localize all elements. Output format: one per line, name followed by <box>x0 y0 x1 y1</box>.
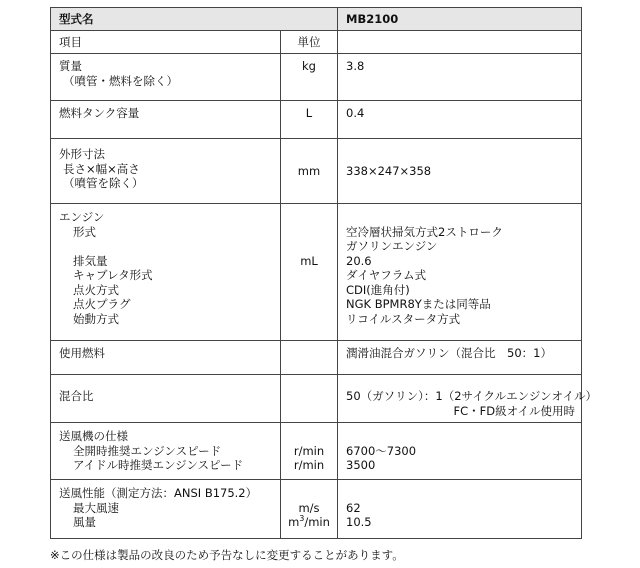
blower-unit-cell <box>281 423 338 480</box>
spec-table <box>50 7 597 539</box>
mix-label-cell <box>51 375 281 423</box>
blower-full-value: 6700～7300 <box>346 443 417 458</box>
model-name: MB2100 <box>346 11 399 26</box>
mass-label: 質量 <box>59 59 82 73</box>
engine-ign-label: 点火方式 <box>73 282 119 297</box>
engine-value-cell <box>338 204 582 341</box>
perf-vol-label: 風量 <box>73 515 96 529</box>
fuel-value-cell <box>338 341 582 375</box>
row-fuel <box>51 341 582 375</box>
unit-header: 単位 <box>297 34 321 49</box>
engine-type-value2: ガソリンエンジン <box>346 239 438 253</box>
blower-label-cell <box>51 423 281 480</box>
row-blower <box>51 423 582 480</box>
dims-label: 外形寸法 <box>59 147 105 161</box>
item-header: 項目 <box>59 34 82 49</box>
blower-idle-label: アイドル時推奨エンジンスピード <box>73 458 244 472</box>
row-mass <box>51 54 582 101</box>
fuel-label: 使用燃料 <box>59 346 105 360</box>
fuel-value: 潤滑油混合ガソリン（混合比 50：1） <box>346 346 552 360</box>
perf-speed-value: 62 <box>346 500 361 515</box>
dims-unit-cell <box>281 139 338 204</box>
mass-value-cell <box>338 54 582 101</box>
fuel-unit-cell <box>281 341 338 375</box>
perf-label: 送風性能（測定方法：ANSI B175.2） <box>59 486 258 500</box>
blower-value-cell <box>338 423 582 480</box>
row-tank <box>51 101 582 139</box>
perf-speed-unit: m/s <box>298 500 320 515</box>
model-name-cell <box>338 8 582 31</box>
engine-start-value: リコイルスタータ方式 <box>346 311 461 326</box>
perf-speed-label: 最大風速 <box>73 500 119 515</box>
mix-value1: 50（ガソリン）：1（2サイクルエンジンオイル） <box>346 389 597 403</box>
value-header-cell <box>338 31 582 54</box>
engine-label: エンジン <box>59 210 105 224</box>
tank-value-cell <box>338 101 582 139</box>
mix-value-cell <box>338 375 597 423</box>
engine-plug-label: 点火プラグ <box>73 297 131 311</box>
row-mix <box>51 375 582 423</box>
engine-carb-value: ダイヤフラム式 <box>346 268 427 282</box>
engine-ign-value: CDI(進角付) <box>346 282 410 297</box>
mix-label: 混合比 <box>59 389 94 403</box>
tank-value: 0.4 <box>346 106 365 120</box>
engine-disp-unit: mL <box>300 253 318 268</box>
blower-idle-unit: r/min <box>293 458 325 472</box>
perf-vol-value: 10.5 <box>346 515 372 529</box>
blower-full-label: 全開時推奨エンジンスピード <box>73 443 222 458</box>
mass-value: 3.8 <box>346 59 365 73</box>
blower-idle-value: 3500 <box>346 458 376 472</box>
dims-value: 338×247×358 <box>346 163 432 178</box>
perf-vol-unit: $m^3/\min$ <box>288 514 330 529</box>
header-row <box>51 8 582 31</box>
mass-unit-cell <box>281 54 338 101</box>
mass-unit: kg <box>302 59 316 73</box>
engine-disp-value: 20.6 <box>346 253 372 268</box>
mass-sub: （噴管・燃料を除く） <box>63 73 178 88</box>
tank-label: 燃料タンク容量 <box>59 106 140 120</box>
dims-label-cell <box>51 139 281 204</box>
mass-label-cell <box>51 54 281 101</box>
engine-carb-label: キャブレタ形式 <box>73 268 153 282</box>
blower-label: 送風機の仕様 <box>59 429 128 443</box>
engine-start-label: 始動方式 <box>73 311 119 326</box>
tank-unit: L <box>305 106 313 120</box>
tank-label-cell <box>51 101 281 139</box>
engine-label-cell <box>51 204 281 341</box>
dims-value-cell <box>338 139 582 204</box>
engine-type-label: 形式 <box>73 224 96 239</box>
dims-unit: mm <box>297 163 321 178</box>
tank-unit-cell <box>281 101 338 139</box>
fuel-label-cell <box>51 341 281 375</box>
blower-full-unit: r/min <box>293 443 325 458</box>
mix-unit-cell <box>281 375 338 423</box>
perf-value-cell <box>338 480 582 539</box>
row-dims <box>51 139 582 204</box>
mix-value2: FC・FD級オイル使用時 <box>453 403 575 418</box>
dims-sub1: 長さ×幅×高さ <box>63 161 140 176</box>
perf-unit-cell <box>281 480 338 539</box>
row-engine <box>51 204 582 341</box>
column-header-row <box>51 31 582 54</box>
model-label-cell <box>51 8 338 31</box>
dims-sub2: （噴管を除く） <box>63 176 144 190</box>
engine-plug-value: NGK BPMR8Yまたは同等品 <box>346 297 491 311</box>
item-header-cell <box>51 31 281 54</box>
unit-header-cell <box>281 31 338 54</box>
engine-type-value1: 空冷層状掃気方式2ストローク <box>346 224 503 239</box>
perf-label-cell <box>51 480 281 539</box>
row-perf <box>51 480 582 539</box>
model-label: 型式名 <box>59 11 94 26</box>
engine-unit-cell <box>281 204 338 341</box>
spec-change-note: ※この仕様は製品の改良のため予告なしに変更することがあります。 <box>50 548 404 562</box>
engine-disp-label: 排気量 <box>73 253 108 268</box>
